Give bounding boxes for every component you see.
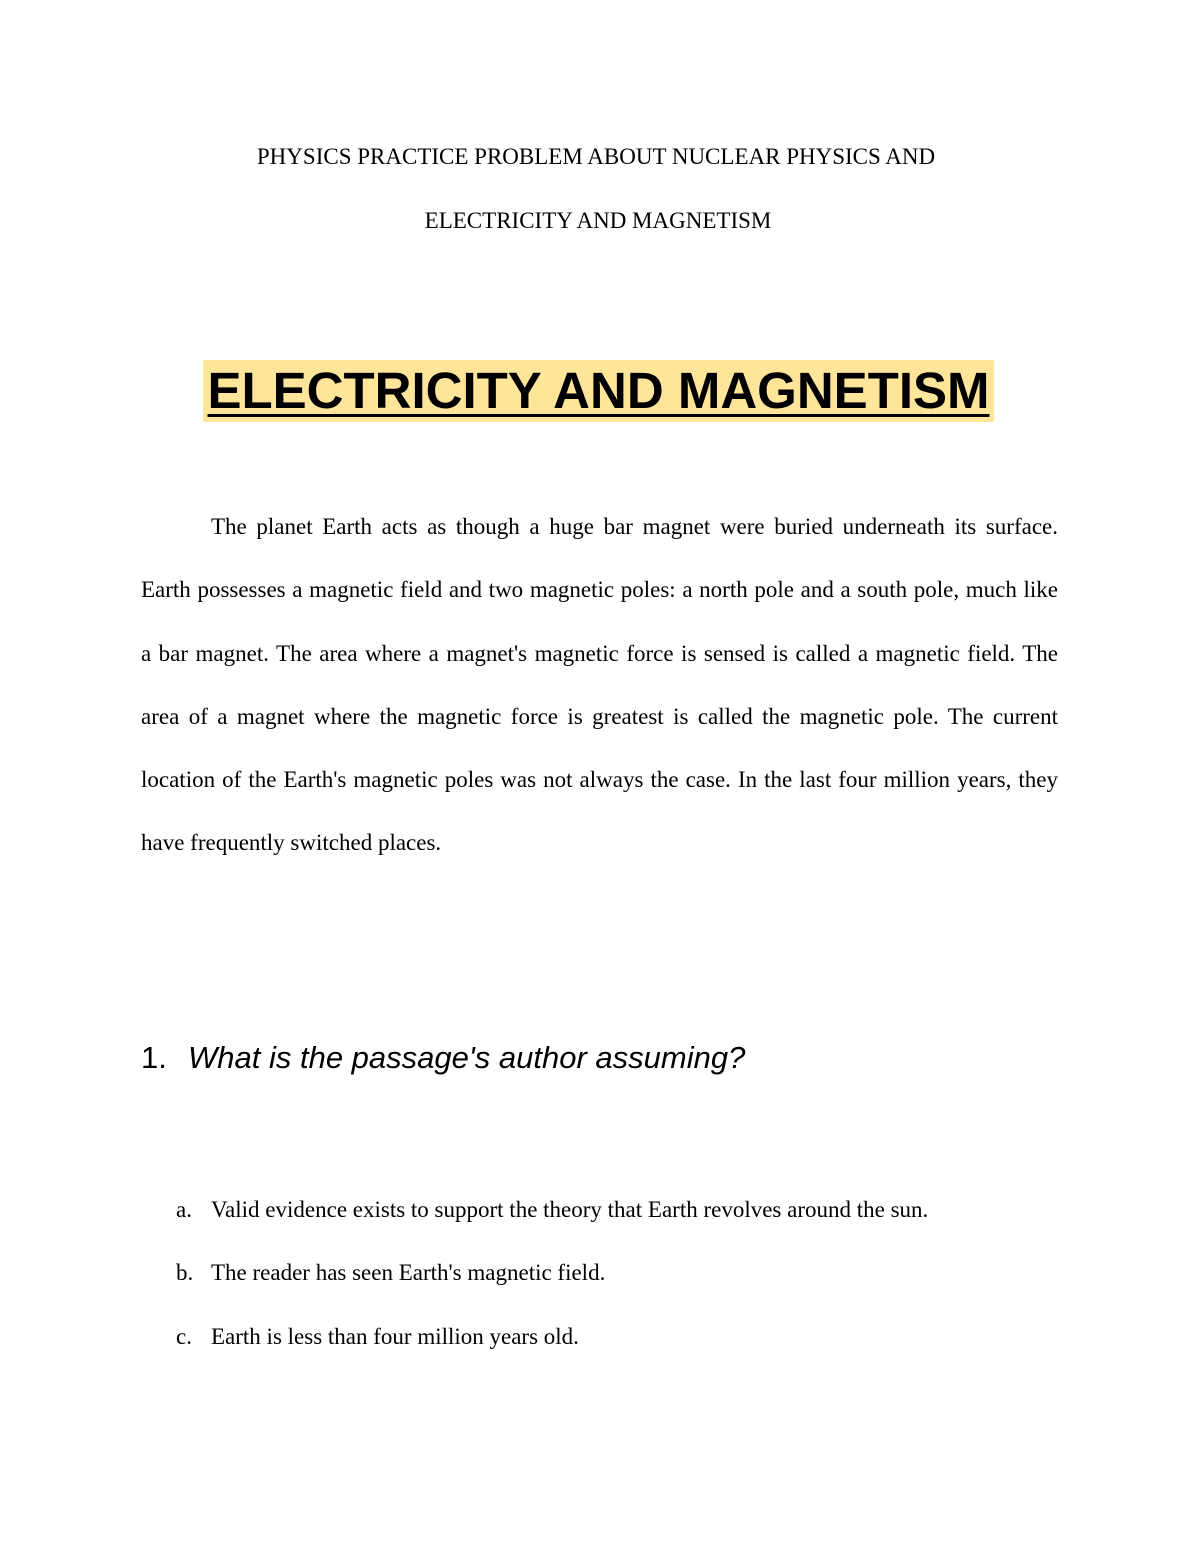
option-text: Earth is less than four million years old. [211, 1323, 579, 1349]
answer-option-a [141, 1178, 1058, 1241]
document-title-line-2: ELECTRICITY AND MAGNETISM [424, 208, 772, 233]
question-number: 1. [141, 1040, 167, 1075]
answer-options-list [141, 1178, 1058, 1368]
option-letter: b. [176, 1260, 194, 1286]
question-text: What is the passage's author assuming? [188, 1040, 746, 1075]
option-letter: c. [176, 1323, 192, 1349]
question-heading [141, 1032, 1058, 1084]
answer-option-b [141, 1241, 1058, 1304]
option-text: Valid evidence exists to support the theory that Earth revolves around the sun. [211, 1197, 929, 1222]
section-heading: ELECTRICITY AND MAGNETISM [203, 360, 993, 422]
answer-option-c [141, 1305, 1058, 1368]
option-text: The reader has seen Earth's magnetic field. [211, 1260, 606, 1286]
option-letter: a. [176, 1197, 192, 1222]
document-title-line-1: PHYSICS PRACTICE PROBLEM ABOUT NUCLEAR PHYSICS AND [256, 144, 936, 169]
passage-paragraph: The planet Earth acts as though a huge bar magnet were buried underneath its surface. Earth possesses a magnetic field and two magnetic poles: a north pole and a south pole, much like a bar magnet. The area where a magnet's magnetic force is sensed is called a magnetic field. The area of a magnet where the magnetic force is greatest is called the magnetic pole. The current location of the Earth's magnetic poles was not always the case. In the last four million years, they have frequently switched places. [141, 514, 1058, 856]
section-heading-container [0, 360, 1200, 422]
